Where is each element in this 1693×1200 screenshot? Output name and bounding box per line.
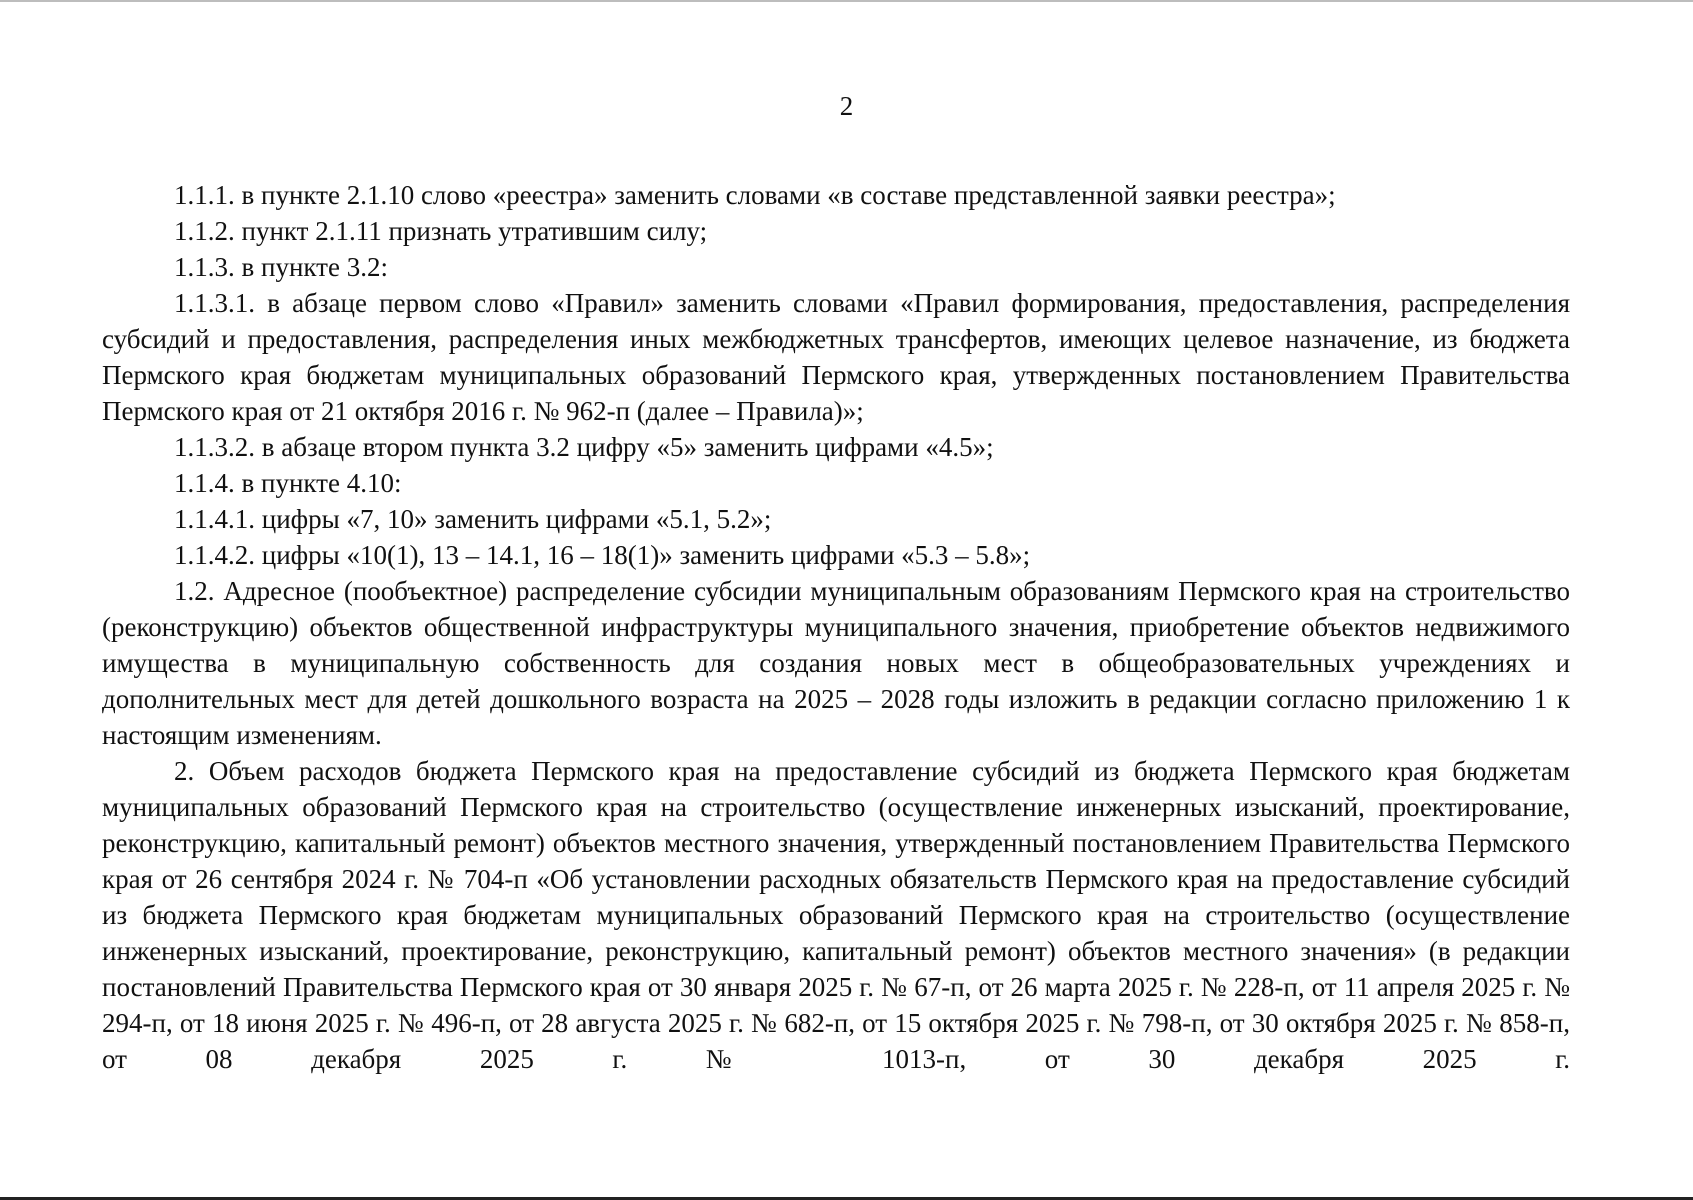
paragraph-1-1-4-2: 1.1.4.2. цифры «10(1), 13 – 14.1, 16 – 18(1)» заменить цифрами «5.3 – 5.8»; (174, 540, 1031, 570)
paragraph-2: 2. Объем расходов бюджета Пермского края на предоставление субсидий из бюджета Пермского края бюджетам муниципальных образований Пермского края на строительство (осуществление инженерных изысканий, проектирование, реконструкцию, капитальный ремонт) объектов местного значения, утвержденный постановлением Правительства Пермского края от 26 сентября 2024 г. № 704-п «Об установлении расходных обязательств Пермского края на предоставление субсидий из бюджета Пермского края бюджетам муниципальных образований Пермского края на строительство (осуществление инженерных изысканий, проектирование, реконструкцию, капитальный ремонт) объектов местного значения» (в редакции постановлений Правительства Пермского края от 30 января 2025 г. № 67-п, от 26 марта 2025 г. № 228-п, от 11 апреля 2025 г. № 294-п, от 18 июня 2025 г. № 496-п, от 28 августа 2025 г. № 682-п, от 15 октября 2025 г. № 798-п, от 30 октября 2025 г. № 858-п, от 08 декабря 2025 г. № 1013-п, от 30 декабря 2025 г. (102, 756, 1570, 1074)
document-body (102, 177, 1570, 1077)
page-number: 2 (839, 91, 854, 121)
paragraph-1-1-1: 1.1.1. в пункте 2.1.10 слово «реестра» заменить словами «в составе представленной заявки реестра»; (174, 180, 1336, 210)
paragraph-1-1-2: 1.1.2. пункт 2.1.11 признать утратившим силу; (174, 216, 708, 246)
scan-top-edge (0, 0, 1693, 2)
paragraph-1-1-3-1: 1.1.3.1. в абзаце первом слово «Правил» заменить словами «Правил формирования, предоставления, распределения субсидий и предоставления, распределения иных межбюджетных трансфертов, имеющих целевое назначение, из бюджета Пермского края бюджетам муниципальных образований Пермского края, утвержденных постановлением Правительства Пермского края от 21 октября 2016 г. № 962-п (далее – Правила)»; (102, 288, 1570, 426)
paragraph-1-1-3-2: 1.1.3.2. в абзаце втором пункта 3.2 цифру «5» заменить цифрами «4.5»; (174, 432, 994, 462)
paragraph-1-1-4: 1.1.4. в пункте 4.10: (174, 468, 402, 498)
paragraph-1-2: 1.2. Адресное (пообъектное) распределение субсидии муниципальным образованиям Пермского края на строительство (реконструкцию) объектов общественной инфраструктуры муниципального значения, приобретение объектов недвижимого имущества в муниципальную собственность для создания новых мест в общеобразовательных учреждениях и дополнительных мест для детей дошкольного возраста на 2025 – 2028 годы изложить в редакции согласно приложению 1 к настоящим изменениям. (102, 576, 1570, 750)
paragraph-1-1-3: 1.1.3. в пункте 3.2: (174, 252, 388, 282)
paragraph-1-1-4-1: 1.1.4.1. цифры «7, 10» заменить цифрами «5.1, 5.2»; (174, 504, 772, 534)
